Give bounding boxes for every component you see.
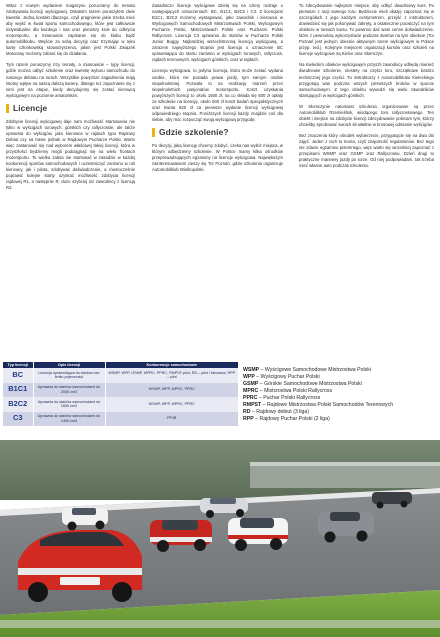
topics-paragraph: Tym razem poruszymy trzy tematy, a mianowicie – typy licencji, gdzie można odbyć szkolenie oraz kwestię wyboru samochodu do naszego debiutu na torach. Wszystkie powyższe zagadnienia mają istotny wpływ na naszą dalszą karierę, dlatego też zapoznanie się z nimi jest na etapie, kiedy decydujemy się zostać kierowcą wyścigowym na poziomie amatorskim.: [6, 62, 135, 98]
legend-item: RPP – Rajdowy Puchar Polski (2 liga): [243, 416, 330, 423]
licence-type-cell: BC: [3, 368, 33, 383]
article-column-2: [152, 3, 283, 173]
abbreviation-legend: [243, 367, 438, 423]
licence-cost-paragraph: Licencja wyścigowa, to jedyna licencja, która może zostać wydana osobie, która nie posiada prawa jazdy, tym samym osobie niepełnoletniej. Pozwala to na realizację marzeń przez niepełnoletnich pasjonatów motorsportu. Koszt uzyskania powyższych licencji to około 1500 zł, na co składa się 500 zł opłaty za szkolenie na licencję, około 500 zł koszt badań specjalistycznych oraz kwota 520 zł za pierwsze wydanie licencji wyścigowej odpowiedniego stopnia. Poniższych licencji każdy znajdzie coś dla siebie, aby móc rozpocząć swoją wyścigową przygodę.: [152, 68, 283, 122]
table-row: [3, 412, 239, 427]
table-header-description: Opis licencji: [33, 362, 105, 368]
licence-events-cell: WSMP, WPP, MPRC, PPRC: [105, 397, 239, 412]
section-marker-icon: [152, 128, 155, 137]
intro-paragraph: Witaz z nowym wydaniem magazynu poruczamy do tematu zdobywania licencji wyścigowej. Ostatnim razem poruszyłem dwie kwestie. Jedną kontakt dlaczego, czyli pragnienie jakie trzeba mieć aby wejść w świat sportu samochodowego, które jest całkowicie indywidualne dla każdego i nas oraz pierwszy krok do odkrycia motorsportu, a mianowicie zapisanie się do klubu bądź automobilklubu. Wejście za sobą decyzję oraz trzymając w ręku kartę członkowską stowarzyszenia, jakim jest Polski Związek Motorowy możemy zabrać się do działania.: [6, 3, 135, 57]
kielce-paragraph: Na Kieleckim obiekcie wyścigowym przyszli zawodnicy odbędą również dwudniowe szkolenie, niestety na części toru, szczątkowe bardzo technicznej jego części. Tu instruktorzy z Automobilklubu Kieleckiego przygotują was podczas wszych pierwszych kroków w sporcie samochodowym. Z tego obiektu wywodzi się wielu zawodników startujących w wyścigach górskich.: [299, 62, 434, 98]
licence-description-cell: Uprawnia do startów samochodami do 1400 cm3: [33, 412, 105, 427]
licence-description-cell: Uprawnia do startów samochodami do 1600 cm3: [33, 397, 105, 412]
licence-type-cell: B1C1: [3, 383, 33, 398]
licence-description-cell: Licencja uprawniająca do startów bez limitu pojemności: [33, 368, 105, 383]
licence-paragraph: Zdobycie licencji wyścigowej daje nam możliwość startowania nie tylko w wyścigach torowych, górskich czy rallycrossie, ale także uprawnia do wyścigów, jako kierowca w rajdach typu Rajdowy Debiut czy na trasie jednak w Rajdowym Pucharze Polski. Warto więc zastanowić się nad wyborem właściwej takiej licencji, która w przyszłości będziemy mogli podciągnąć się na wielu frontach motorsportu. To wielka zaleta nie startować w zasadzie w każdej konkurencji sportów samochodowych i uczestniczyć zarówno w roli kierowcy, jak i pilota, zdobywać doświadczenie, a równocześnie poprawić kolejne starty uzyskać możliwość zdobycia licencji rajdowej R1, a następnie R, dużo szybciej niż zawodnicy z licencją R2.: [6, 118, 135, 191]
legend-item: GSMP – Górskie Samochodowe Mistrzostwa Polski: [243, 381, 362, 388]
table-header-type: Typ licencji: [3, 362, 33, 368]
table-row: [3, 397, 239, 412]
licence-type-cell: C3: [3, 412, 33, 427]
section-heading-szkolenie: Gdzie szkolenie?: [152, 128, 283, 137]
legend-item: RMPST – Rajdowe Mistrzostwa Polski Samochodów Terenowych: [243, 402, 394, 409]
training-paragraph: Po decyzji, jaką licencję chcemy zdobyć, czeka nas wybór miejsca, w którym odbędziemy szkolenie. W Polsce mamy kilka ośrodków przeprowadzających egzaminy na licencje wyścigowa. Największym zainteresowaniem cieszy się Tor Poznań, gdzie szkolenia organizuje Automobilklub Wielkopolski.: [152, 142, 283, 173]
licence-description-cell: Uprawnia do startów samochodami do 2000 cm3: [33, 383, 105, 398]
table-row: [3, 383, 239, 398]
section-heading-licencje: Licencje: [6, 104, 135, 113]
slomczyn-paragraph: W Słomczynie natomiast szkolenia organizowane są przez Automobilklub Rzemieślnik, wiodącego toru rallycrossowego. Ten obiekt i miejsce na zdobycie licencji zdecydowanie polecam tym, którzy chcieliby sprobować swoich sił właśnie w krosowej odmianie wyścigów.: [299, 103, 434, 127]
licence-events-cell: WSMP, WPP, MPRC, PPRC: [105, 383, 239, 398]
course-days-paragraph: Bez znaczenia który ośrodek wybierzecie, przygotujcie się na dwa dni zajęć. Jeden z nich to teoria, czyli znajomość regulaminów. Bez tego nie zdacie egzaminu pisemnego, więc warto się wcześniej zapoznać z przepisami WSMP oraz GSMP oraz Rallycrossu. Dzień drugi to praktyczne manewry jazdy po torze. Od niej podpowiadam, tak trzeba mieć własne auto podczas szkolenia.: [299, 132, 434, 169]
licence-table: [3, 362, 239, 426]
legend-item: PPRC – Puchar Polski Rallycross: [243, 395, 321, 402]
licence-events-cell: WSMP, WPP, GSMP, MPRC, PPRC, RMPST-pilot, RD – pilot i kierowca, RPP – pilot: [105, 368, 239, 383]
table-row: [3, 368, 239, 383]
race-photo: [0, 440, 440, 637]
section-marker-icon: [6, 104, 9, 113]
legend-item: WPP – Wyścigowy Puchar Polski: [243, 374, 320, 381]
legend-item: MPRC – Mistrzostwa Polski Rallycross: [243, 388, 333, 395]
licence-types-paragraph: Zasadniczo licencje wyścigowe dzielą się na cztery rodzaje o następujących oznaczeniach: BC, B1C1, B2C2 i C3. Z licencjami B1C1, B2C2 możemy wystąpować, jako zawodnik i kierowca w Wyścigowych Samochodowych Mistrzostwach Polski, Wyścigowym Pucharze Polski, Mistrzostwach Polski oraz Pucharze Polski Rallycross. Licencja C3 uprawnia do startów w Pucharze Polski Junior Buggy. Najbardziej wszechstronną licencją wyścigową, a zarazem najwyższego stopnia jest licencja o oznaczenie BC uprawniająca do startu zarówno w wyścigach torowych, rallycross, rajdach terenowych, wyścigach górskich, oraz w rajdach.: [152, 3, 283, 63]
article-column-1: [6, 3, 135, 191]
article-column-3: [299, 3, 434, 169]
licence-type-cell: B2C2: [3, 397, 33, 412]
table-header-events: Konkurencje samochodowe: [105, 362, 239, 368]
legend-item: RD – Rajdowy debiut (3 liga): [243, 409, 310, 416]
legend-item: WSMP – Wyścigowe Samochodowe Mistrzostwa Polski: [243, 367, 371, 373]
poznan-paragraph: To zdecydowanie najlepsze miejsce, aby odbyć dwudniowy kurs. Po pierwsze z racji samego toru. Będziecie mieli okazję zapoznać się w szczegółach z jego każdym centymetrem, przejść z instruktorem, dowiedzieć się jak pokonywać zakręty, a ostatecznie pocwiczyć na tym obiekcie w ramach kursu. To powinno dać wam cenne doświadczenie, które z pewnością wykorzystacie podczas startów na tym obiekcie (Tor Poznań jest jednym obecnie aktywnym torem wyścigowym w Polsce przyp. red.). Kolejnym miejscem organizacji kursów oraz szkoleń na licencje wyścigowe są Kielce oraz Słomczyn.: [299, 3, 434, 57]
licence-events-cell: PPJB: [105, 412, 239, 427]
